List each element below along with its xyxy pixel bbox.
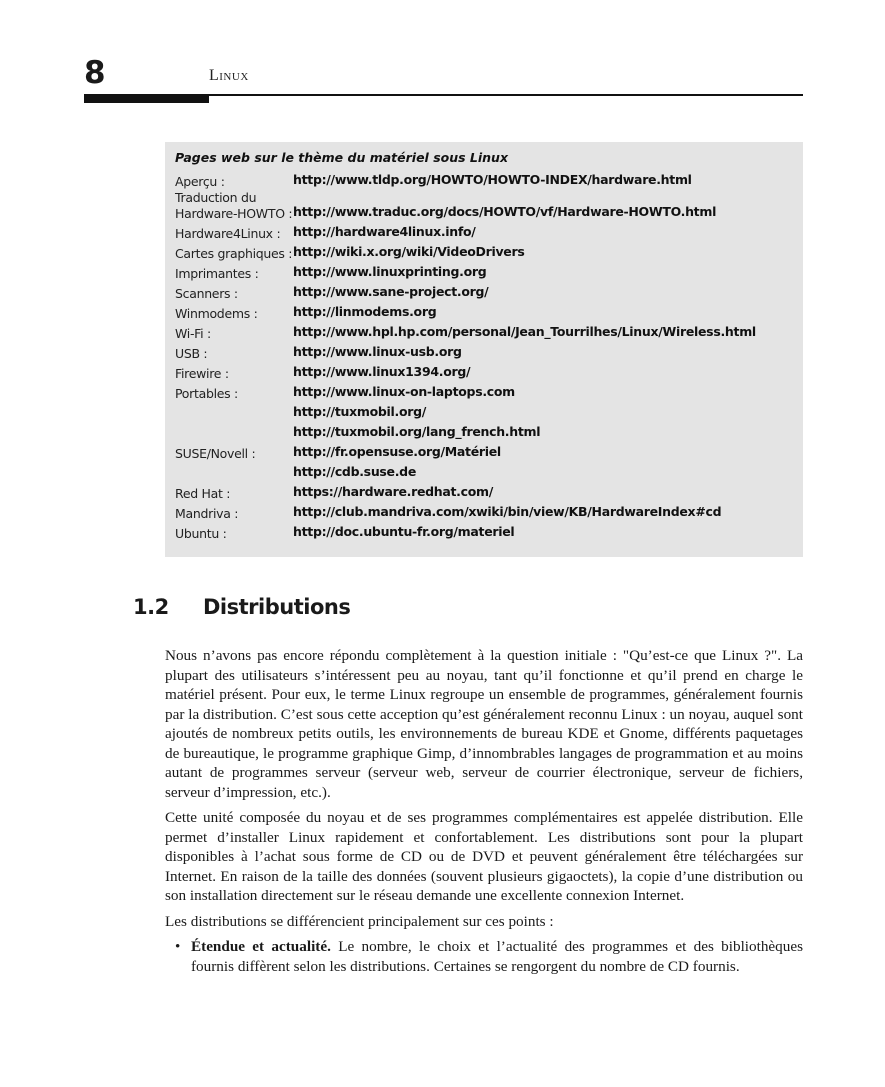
link-label: Red Hat :: [175, 486, 231, 501]
paragraph: Cette unité composée du noyau et de ses programmes complémentaires est appelée distribution. Elle permet d’installer Linux rapidement et confortablement. Les distributions sont pour la plupart disponibles à l’achat sous forme de CD ou de DVD et peuvent généralement être téléchargées sur Internet. En raison de la taille des données (souvent plusieurs gigaoctets), la copie d’une distribution ou son installation directement sur le réseau demande une excellente connexion Internet.: [165, 809, 803, 904]
link-label: Winmodems :: [175, 306, 258, 321]
link-row: [175, 442, 803, 462]
link-label: Wi-Fi :: [175, 326, 211, 341]
link-row: [175, 222, 803, 242]
hardware-link[interactable]: http://doc.ubuntu-fr.org/materiel: [293, 524, 515, 539]
link-label: USB :: [175, 346, 208, 361]
hardware-link[interactable]: http://wiki.x.org/wiki/VideoDrivers: [293, 244, 525, 259]
list-item: [165, 937, 803, 976]
hardware-link[interactable]: http://www.traduc.org/docs/HOWTO/vf/Hardware-HOWTO.html: [293, 204, 717, 219]
list-item-text: Le nombre, le choix et l’actualité des programmes et des bibliothèques fournis diffèrent selon les distributions. Certaines se rengorgent du nombre de CD fournis.: [191, 938, 803, 975]
hardware-link[interactable]: http://cdb.suse.de: [293, 464, 417, 479]
bullet-icon: •: [175, 938, 181, 955]
link-row: [175, 190, 803, 222]
links-list: [175, 170, 803, 542]
link-row: [175, 322, 803, 342]
list-item-term: Étendue et actualité.: [191, 938, 331, 955]
hardware-link[interactable]: http://www.tldp.org/HOWTO/HOWTO-INDEX/hardware.html: [293, 172, 692, 187]
link-label: Cartes graphiques :: [175, 246, 293, 261]
link-row: [175, 170, 803, 190]
hardware-links-box: [165, 142, 803, 557]
hardware-link[interactable]: http://linmodems.org: [293, 304, 437, 319]
hardware-link[interactable]: http://tuxmobil.org/: [293, 404, 427, 419]
link-label: Mandriva :: [175, 506, 239, 521]
link-label: Scanners :: [175, 286, 238, 301]
link-row: [175, 262, 803, 282]
hardware-link[interactable]: http://fr.opensuse.org/Matériel: [293, 444, 501, 459]
link-row: [175, 302, 803, 322]
hardware-link[interactable]: https://hardware.redhat.com/: [293, 484, 494, 499]
link-row: [175, 422, 803, 442]
link-label: SUSE/Novell :: [175, 446, 256, 461]
link-row: [175, 402, 803, 422]
link-label: Ubuntu :: [175, 526, 227, 541]
section-title: Distributions: [203, 595, 351, 619]
link-label: Hardware4Linux :: [175, 226, 281, 241]
link-row: [175, 382, 803, 402]
link-label: Aperçu :: [175, 174, 225, 189]
section-heading: [133, 595, 350, 619]
hardware-link[interactable]: http://www.sane-project.org/: [293, 284, 489, 299]
hardware-link[interactable]: http://tuxmobil.org/lang_french.html: [293, 424, 541, 439]
links-box-title: Pages web sur le thème du matériel sous Linux: [175, 150, 509, 165]
link-row: [175, 462, 803, 482]
link-row: [175, 342, 803, 362]
link-label: Traduction du Hardware-HOWTO :: [175, 190, 293, 221]
feature-list: [165, 937, 803, 976]
link-row: [175, 522, 803, 542]
link-row: [175, 242, 803, 262]
running-title: Linux: [209, 67, 249, 84]
link-label: Firewire :: [175, 366, 229, 381]
header-rule-accent: [84, 94, 209, 103]
hardware-link[interactable]: http://www.linux-usb.org: [293, 344, 462, 359]
hardware-link[interactable]: http://hardware4linux.info/: [293, 224, 476, 239]
link-row: [175, 282, 803, 302]
link-label: Imprimantes :: [175, 266, 259, 281]
link-row: [175, 502, 803, 522]
link-label: Portables :: [175, 386, 238, 401]
paragraph: Les distributions se différencient principalement sur ces points :: [165, 912, 554, 930]
paragraph: Nous n’avons pas encore répondu complètement à la question initiale : "Qu’est-ce que Linux ?". La plupart des utilisateurs s’intéressent peu au noyau, tant qu’il fonctionne et qu’il prend en charge le matériel présent. Pour eux, le terme Linux regroupe un ensemble de programmes, généralement fournis par la distribution. C’est sous cette acception qu’est généralement reconnu Linux : un noyau, auquel sont ajoutés de nombreux petits outils, les environnements de bureau KDE et Gnome, différents paquetages de bureautique, le programme graphique Gimp, d’innombrables langages de programmation et au moins autant de programmes serveur (serveur web, serveur de courrier électronique, serveur de fichiers, serveur d’impression, etc.).: [165, 647, 803, 801]
link-row: [175, 362, 803, 382]
hardware-link[interactable]: http://www.hpl.hp.com/personal/Jean_Tourrilhes/Linux/Wireless.html: [293, 324, 756, 339]
page-number: 8: [84, 55, 106, 91]
hardware-link[interactable]: http://www.linuxprinting.org: [293, 264, 487, 279]
link-row: [175, 482, 803, 502]
hardware-link[interactable]: http://club.mandriva.com/xwiki/bin/view/KB/HardwareIndex#cd: [293, 504, 722, 519]
hardware-link[interactable]: http://www.linux-on-laptops.com: [293, 384, 515, 399]
body-text: [165, 646, 803, 976]
hardware-link[interactable]: http://www.linux1394.org/: [293, 364, 471, 379]
section-number: 1.2: [133, 595, 169, 619]
